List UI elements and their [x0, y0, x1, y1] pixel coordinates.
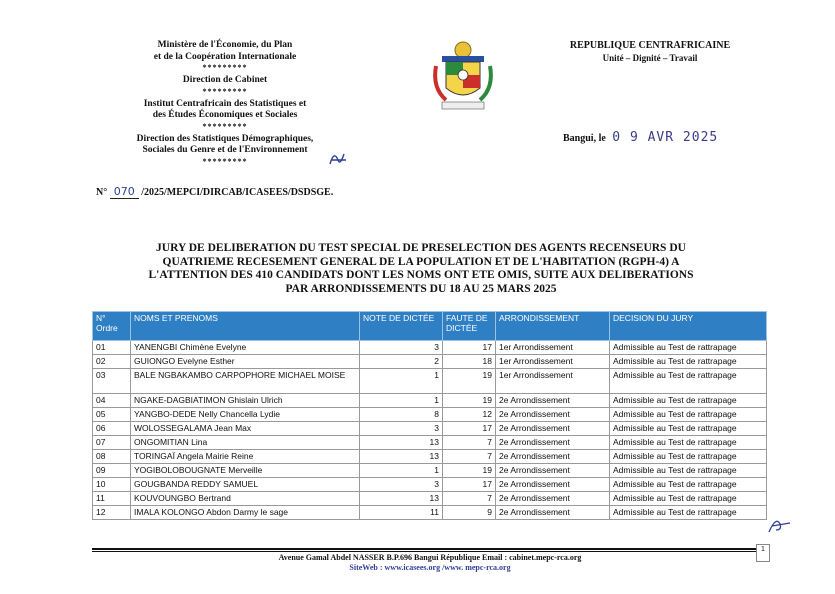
cell-note: 1 — [360, 369, 443, 394]
date-stamp: 0 9 AVR 2025 — [612, 130, 719, 145]
separator-stars: ********* — [202, 121, 248, 131]
country-name: REPUBLIQUE CENTRAFRICAINE — [569, 40, 731, 51]
cell-arrondissement: 2e Arrondissement — [496, 506, 610, 520]
cell-note: 3 — [360, 341, 443, 355]
title-line-1: JURY DE DELIBERATION DU TEST SPECIAL DE PRESELECTION DES AGENTS RECENSEURS DU — [156, 242, 686, 254]
cell-note: 3 — [360, 422, 443, 436]
cell-ordre: 08 — [93, 450, 131, 464]
cell-ordre: 03 — [93, 369, 131, 394]
cell-faute: 17 — [443, 478, 496, 492]
header-noms: NOMS ET PRENOMS — [131, 312, 360, 341]
cell-arrondissement: 1er Arrondissement — [496, 369, 610, 394]
footer-site-label: SiteWeb : — [349, 563, 383, 572]
cell-ordre: 02 — [93, 355, 131, 369]
cell-arrondissement: 2e Arrondissement — [496, 478, 610, 492]
cell-nom: ONGOMITIAN Lina — [131, 436, 360, 450]
table-row — [93, 394, 767, 408]
table-row — [93, 355, 767, 369]
cell-arrondissement: 1er Arrondissement — [496, 341, 610, 355]
cell-arrondissement: 2e Arrondissement — [496, 464, 610, 478]
cell-faute: 17 — [443, 341, 496, 355]
table-header-row — [93, 312, 767, 341]
cell-decision: Admissible au Test de rattrapage — [610, 422, 767, 436]
national-motto: Unité – Dignité – Travail — [602, 53, 698, 63]
header-ordre: N° Ordre — [93, 312, 131, 341]
cell-decision: Admissible au Test de rattrapage — [610, 450, 767, 464]
cell-note: 1 — [360, 394, 443, 408]
table-row — [93, 408, 767, 422]
title-line-2: QUATRIEME RECESEMENT GENERAL DE LA POPULATION ET DE L'HABITATION (RGPH-4) A — [162, 255, 680, 268]
cell-nom: GUIONGO Evelyne Esther — [131, 355, 360, 369]
cell-faute: 12 — [443, 408, 496, 422]
footer-divider — [92, 548, 768, 550]
header-decision: DECISION DU JURY — [610, 312, 767, 341]
header-faute: FAUTE DE DICTÉE — [443, 312, 496, 341]
cell-nom: WOLOSSEGALAMA Jean Max — [131, 422, 360, 436]
cell-nom: YOGIBOLOBOUGNATE Merveille — [131, 464, 360, 478]
document-title — [96, 242, 746, 296]
cell-decision: Admissible au Test de rattrapage — [610, 408, 767, 422]
cell-decision: Admissible au Test de rattrapage — [610, 369, 767, 394]
title-line-3: L'ATTENTION DES 410 CANDIDATS DONT LES NOMS ONT ETE OMIS, SUITE AUX DELIBERATIONS — [148, 269, 694, 281]
cell-nom: GOUGBANDA REDDY SAMUEL — [131, 478, 360, 492]
reference-handwritten-number: 070 — [110, 185, 139, 199]
ministry-header — [100, 40, 350, 166]
coat-of-arms-emblem — [428, 38, 498, 114]
direction-line-2: Sociales du Genre et de l'Environnement — [142, 145, 308, 155]
republic-header — [545, 40, 755, 64]
table-row — [93, 436, 767, 450]
footer-address: Avenue Gamal Abdel NASSER B.P.696 Bangui République Email : cabinet.mepc-rca.org — [278, 553, 582, 562]
cell-decision: Admissible au Test de rattrapage — [610, 341, 767, 355]
cell-faute: 19 — [443, 464, 496, 478]
institute-line-1: Institut Centrafricain des Statistiques et — [143, 98, 307, 109]
reference-number — [96, 185, 333, 198]
cell-arrondissement: 2e Arrondissement — [496, 450, 610, 464]
table-row — [93, 369, 767, 394]
cell-decision: Admissible au Test de rattrapage — [610, 492, 767, 506]
cell-arrondissement: 2e Arrondissement — [496, 436, 610, 450]
table-row — [93, 422, 767, 436]
cell-faute: 18 — [443, 355, 496, 369]
cell-faute: 7 — [443, 492, 496, 506]
cell-nom: KOUVOUNGBO Bertrand — [131, 492, 360, 506]
cell-nom: NGAKE-DAGBIATIMON Ghislain Ulrich — [131, 394, 360, 408]
page-number: 1 — [756, 544, 770, 562]
cell-nom: YANENGBI Chimène Evelyne — [131, 341, 360, 355]
cell-ordre: 05 — [93, 408, 131, 422]
institute-line-2: des Études Économiques et Sociales — [152, 110, 298, 120]
cell-decision: Admissible au Test de rattrapage — [610, 464, 767, 478]
header-note: NOTE DE DICTÉE — [360, 312, 443, 341]
direction-line-1: Direction des Statistiques Démographiques, — [136, 133, 314, 144]
handwritten-initials-icon — [766, 514, 792, 536]
cell-note: 3 — [360, 478, 443, 492]
cell-ordre: 07 — [93, 436, 131, 450]
table-row — [93, 492, 767, 506]
cell-note: 1 — [360, 464, 443, 478]
results-table — [92, 311, 767, 520]
cell-note: 13 — [360, 450, 443, 464]
footer — [92, 553, 768, 573]
table-row — [93, 450, 767, 464]
date-line — [563, 130, 718, 145]
cell-arrondissement: 2e Arrondissement — [496, 394, 610, 408]
date-label: Bangui, le — [563, 133, 606, 144]
cell-ordre: 04 — [93, 394, 131, 408]
title-line-4: PAR ARRONDISSEMENTS DU 18 AU 25 MARS 2025 — [285, 282, 557, 295]
cell-arrondissement: 2e Arrondissement — [496, 492, 610, 506]
cell-note: 2 — [360, 355, 443, 369]
table-row — [93, 478, 767, 492]
cell-nom: IMALA KOLONGO Abdon Darmy le sage — [131, 506, 360, 520]
cell-arrondissement: 2e Arrondissement — [496, 422, 610, 436]
separator-stars: ********* — [202, 86, 248, 96]
footer-divider — [92, 551, 768, 552]
ministry-line-2: et de la Coopération Internationale — [153, 51, 297, 62]
cell-faute: 7 — [443, 450, 496, 464]
cell-arrondissement: 2e Arrondissement — [496, 408, 610, 422]
table-row — [93, 464, 767, 478]
separator-stars: ********* — [202, 63, 248, 72]
cell-ordre: 06 — [93, 422, 131, 436]
cell-faute: 19 — [443, 369, 496, 394]
handwritten-initials-icon — [326, 148, 350, 170]
cell-ordre: 12 — [93, 506, 131, 520]
reference-suffix: /2025/MEPCI/DIRCAB/ICASEES/DSDSGE. — [141, 187, 334, 198]
cell-decision: Admissible au Test de rattrapage — [610, 436, 767, 450]
cell-ordre: 10 — [93, 478, 131, 492]
cell-decision: Admissible au Test de rattrapage — [610, 506, 767, 520]
footer-site-urls: www.icasees.org /www. mepc-rca.org — [384, 563, 511, 572]
cell-faute: 17 — [443, 422, 496, 436]
cell-faute: 7 — [443, 436, 496, 450]
cell-note: 13 — [360, 436, 443, 450]
cell-arrondissement: 1er Arrondissement — [496, 355, 610, 369]
separator-stars: ********* — [202, 156, 248, 166]
cell-ordre: 09 — [93, 464, 131, 478]
cell-note: 13 — [360, 492, 443, 506]
footer-website — [92, 563, 768, 573]
cell-note: 8 — [360, 408, 443, 422]
cell-faute: 9 — [443, 506, 496, 520]
header-arrondissement: ARRONDISSEMENT — [496, 312, 610, 341]
cell-faute: 19 — [443, 394, 496, 408]
table-row — [93, 506, 767, 520]
cell-decision: Admissible au Test de rattrapage — [610, 394, 767, 408]
cell-nom: BALE NGBAKAMBO CARPOPHORE MICHAEL MOISE — [131, 369, 360, 394]
cell-note: 11 — [360, 506, 443, 520]
cabinet-line: Direction de Cabinet — [182, 75, 268, 85]
reference-prefix: N° — [96, 187, 108, 198]
cell-nom: TORINGAÏ Angela Mairie Reine — [131, 450, 360, 464]
cell-decision: Admissible au Test de rattrapage — [610, 355, 767, 369]
cell-ordre: 01 — [93, 341, 131, 355]
cell-decision: Admissible au Test de rattrapage — [610, 478, 767, 492]
table-row — [93, 341, 767, 355]
cell-nom: YANGBO-DEDE Nelly Chancella Lydie — [131, 408, 360, 422]
ministry-line-1: Ministère de l'Économie, du Plan — [157, 40, 293, 50]
cell-ordre: 11 — [93, 492, 131, 506]
